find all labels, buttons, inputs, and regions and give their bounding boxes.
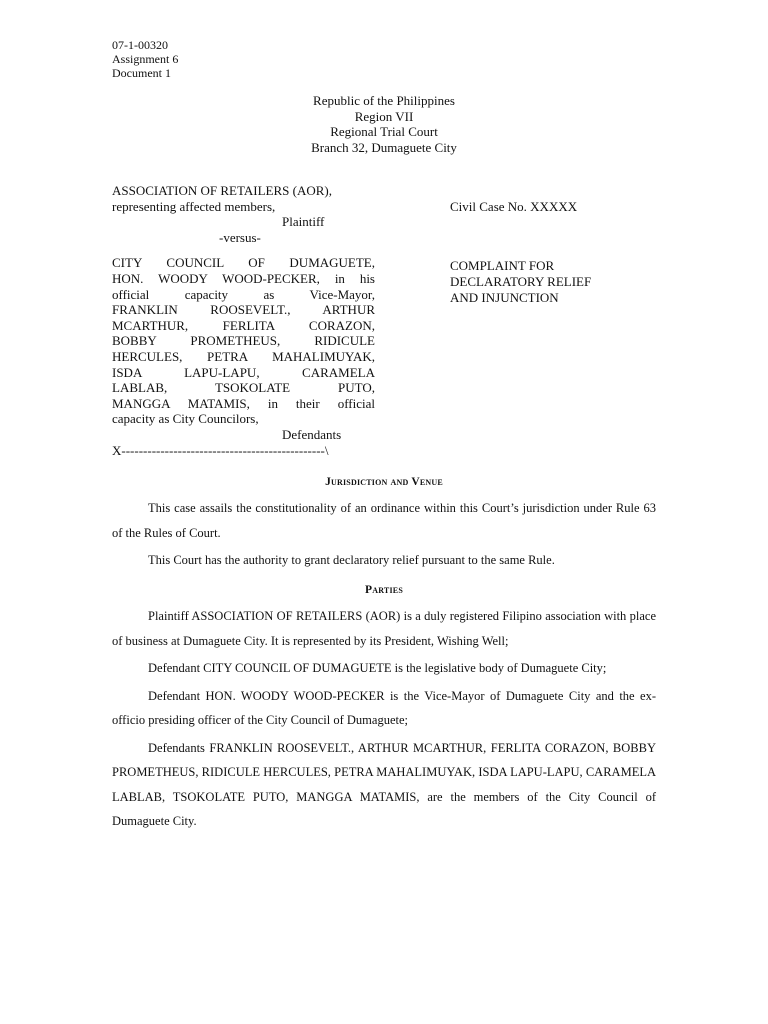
heading-parties: Parties xyxy=(365,583,403,596)
paragraph-defendant-councilors: Defendants FRANKLIN ROOSEVELT., ARTHUR MCARTHUR, FERLITA CORAZON, BOBBY PROMETHEUS, RIDICULE HERCULES, PETRA MAHALIMUYAK, ISDA LAPU-LAPU, CARAMELA LABLAB, TSOKOLATE PUTO, MANGGA MATAMIS, are the members of the City Council of Dumaguete City. xyxy=(112,740,656,828)
defendant-line: CITY COUNCIL OF DUMAGUETE, xyxy=(112,255,375,271)
complaint-title-line: AND INJUNCTION xyxy=(450,290,559,305)
complaint-title-line: DECLARATORY RELIEF xyxy=(450,274,592,289)
caption-x-line: X-----------------------------------------------\ xyxy=(112,442,329,458)
complaint-title xyxy=(450,258,591,306)
defendant-line: capacity as City Councilors, xyxy=(112,411,259,427)
defendant-line: MANGGA MATAMIS, in their official xyxy=(112,395,375,411)
assignment-label: Assignment 6 xyxy=(112,52,179,66)
court-region: Region VII xyxy=(354,108,414,124)
court-header xyxy=(0,93,768,155)
docket-number: 07-1-00320 xyxy=(112,38,168,52)
complaint-title-line: COMPLAINT FOR xyxy=(450,258,555,273)
defendant-line: LABLAB, TSOKOLATE PUTO, xyxy=(112,380,375,396)
defendant-line: FRANKLIN ROOSEVELT., ARTHUR xyxy=(112,302,375,318)
defendants-label: Defendants xyxy=(282,426,342,442)
court-branch: Branch 32, Dumaguete City xyxy=(311,139,457,155)
document-meta xyxy=(112,38,178,80)
complaint-body xyxy=(112,470,656,834)
heading-jurisdiction-venue: Jurisdiction and Venue xyxy=(325,476,443,488)
civil-case-number: Civil Case No. XXXXX xyxy=(450,199,578,214)
defendant-line: official capacity as Vice-Mayor, xyxy=(112,286,375,302)
case-caption-parties xyxy=(112,183,375,458)
defendant-line: HERCULES, PETRA MAHALIMUYAK, xyxy=(112,348,375,364)
document-label: Document 1 xyxy=(112,66,171,80)
paragraph-defendant-council: Defendant CITY COUNCIL OF DUMAGUETE is the legislative body of Dumaguete City; xyxy=(148,661,607,675)
plaintiff-name: ASSOCIATION OF RETAILERS (AOR), xyxy=(112,183,332,198)
court-name: Regional Trial Court xyxy=(330,124,438,139)
versus-label: -versus- xyxy=(219,229,261,245)
court-republic: Republic of the Philippines xyxy=(313,93,455,108)
paragraph-authority: This Court has the authority to grant declaratory relief pursuant to the same Rule. xyxy=(148,553,555,567)
defendant-line: BOBBY PROMETHEUS, RIDICULE xyxy=(112,333,375,349)
defendant-line: MCARTHUR, FERLITA CORAZON, xyxy=(112,317,375,333)
defendant-line: ISDA LAPU-LAPU, CARAMELA xyxy=(112,364,375,380)
paragraph-defendant-vice-mayor: Defendant HON. WOODY WOOD-PECKER is the Vice-Mayor of Dumaguete City and the ex-officio presiding officer of the City Council of Dumaguete; xyxy=(112,688,656,727)
defendant-line: HON. WOODY WOOD-PECKER, in his xyxy=(112,270,375,286)
plaintiff-description: representing affected members, xyxy=(112,198,276,214)
paragraph-jurisdiction: This case assails the constitutionality of an ordinance within this Court’s jurisdiction under Rule 63 of the Rules of Court. xyxy=(112,501,656,540)
paragraph-plaintiff: Plaintiff ASSOCIATION OF RETAILERS (AOR) is a duly registered Filipino association with place of business at Dumaguete City. It is represented by its President, Wishing Well; xyxy=(112,609,656,648)
plaintiff-label: Plaintiff xyxy=(282,214,325,230)
